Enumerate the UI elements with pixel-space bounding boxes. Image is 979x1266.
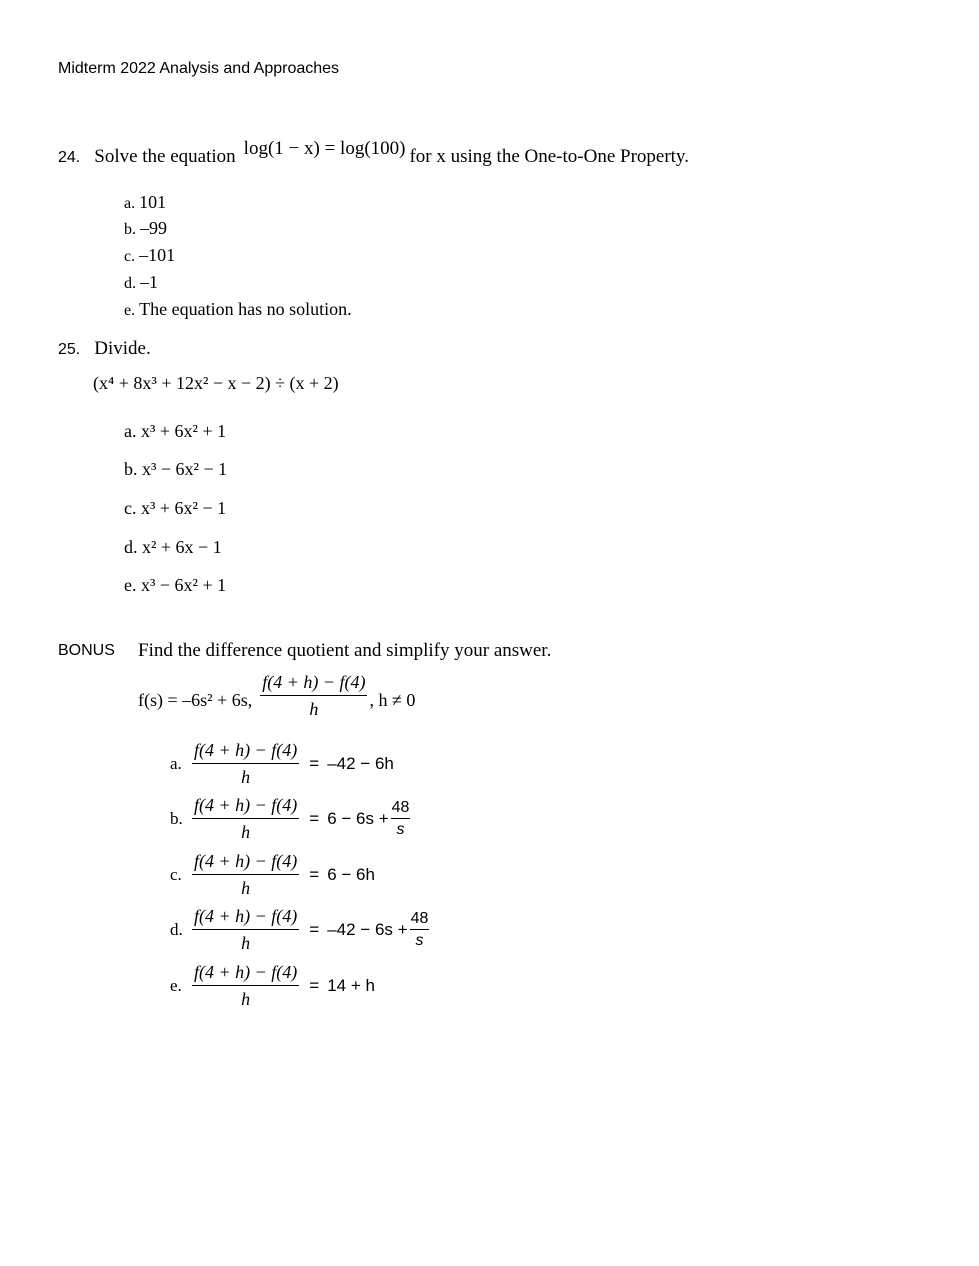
q25-option-b: [124, 459, 227, 480]
option-answer: 14 + h: [327, 976, 375, 995]
quotient-numerator: f(4 + h) − f(4): [192, 740, 299, 764]
quotient-numerator: f(4 + h) − f(4): [192, 906, 299, 930]
quotient-numerator: f(4 + h) − f(4): [192, 962, 299, 986]
q25-option-a: [124, 421, 226, 442]
option-text: –1: [140, 272, 158, 292]
option-label: a.: [124, 195, 136, 212]
question-number: 24.: [58, 149, 81, 166]
bonus-option-e: [170, 962, 375, 1010]
q25-expression: (x⁴ + 8x³ + 12x² − x − 2) ÷ (x + 2): [93, 373, 339, 393]
option-answer: 6 − 6h: [327, 865, 375, 884]
quotient-denominator: h: [241, 933, 251, 953]
page-header: Midterm 2022 Analysis and Approaches: [58, 60, 340, 77]
option-quotient: [192, 906, 299, 954]
quotient-denominator: h: [241, 878, 251, 898]
option-label: a.: [170, 754, 182, 773]
answer-fraction: [410, 910, 430, 950]
q24-option-c: [124, 245, 175, 266]
question-equation: log(1 − x) = log(100): [243, 138, 406, 159]
question-25: [58, 338, 151, 360]
question-number: 25.: [58, 341, 81, 358]
option-label: b.: [124, 459, 138, 479]
option-label: e.: [124, 302, 136, 319]
question-prompt: Solve the equation: [94, 146, 236, 167]
bonus-option-a: [170, 740, 394, 788]
option-label: d.: [124, 537, 138, 557]
q25-option-c: [124, 498, 226, 519]
quotient-denominator: h: [241, 767, 251, 787]
q24-option-e: [124, 299, 352, 320]
bonus-function-line: [138, 672, 415, 720]
fraction-denominator: s: [415, 932, 424, 949]
bonus-label: BONUS: [58, 642, 115, 659]
option-quotient: [192, 962, 299, 1010]
option-label: b.: [170, 809, 183, 828]
fraction-numerator: 48: [391, 799, 411, 819]
option-label: b.: [124, 221, 136, 238]
option-text: x³ − 6x² + 1: [141, 575, 227, 595]
option-label: d.: [124, 275, 136, 292]
option-text: x² + 6x − 1: [142, 537, 222, 557]
answer-terms: 6 − 6s +: [327, 809, 389, 828]
option-quotient: [192, 740, 299, 788]
option-label: c.: [170, 865, 182, 884]
q24-option-a: [124, 192, 166, 213]
bonus-option-d: [170, 906, 429, 954]
quotient-denominator: h: [241, 822, 251, 842]
equals-sign: =: [309, 865, 320, 884]
option-label: e.: [170, 976, 182, 995]
question-prompt: Divide.: [94, 338, 151, 359]
quotient-denominator: h: [241, 989, 251, 1009]
option-answer: –42 − 6h: [327, 754, 394, 773]
equals-sign: =: [309, 976, 320, 995]
equals-sign: =: [309, 809, 320, 828]
quotient-numerator: f(4 + h) − f(4): [192, 795, 299, 819]
quotient-numerator: f(4 + h) − f(4): [260, 672, 367, 696]
q24-option-b: [124, 218, 167, 239]
option-label: d.: [170, 920, 183, 939]
option-text: –101: [139, 245, 176, 265]
q24-option-d: [124, 272, 158, 293]
option-answer: [327, 910, 429, 950]
difference-quotient: [260, 672, 367, 720]
equals-sign: =: [309, 754, 320, 773]
option-text: x³ + 6x² + 1: [141, 421, 227, 441]
answer-fraction: [391, 799, 411, 839]
function-definition: f(s) = –6s² + 6s,: [138, 689, 253, 710]
option-text: x³ + 6x² − 1: [141, 498, 227, 518]
bonus-option-c: [170, 851, 375, 899]
fraction-denominator: s: [396, 821, 405, 838]
option-text: 101: [139, 192, 167, 212]
option-label: c.: [124, 498, 137, 518]
option-label: c.: [124, 248, 136, 265]
option-text: The equation has no solution.: [139, 299, 352, 319]
option-label: e.: [124, 575, 137, 595]
fraction-numerator: 48: [410, 910, 430, 930]
q25-option-e: [124, 575, 226, 596]
question-prompt-continued: for x using the One-to-One Property.: [409, 146, 689, 167]
equals-sign: =: [309, 920, 320, 939]
option-text: x³ − 6x² − 1: [142, 459, 228, 479]
option-label: a.: [124, 421, 137, 441]
bonus-prompt: Find the difference quotient and simplify your answer.: [138, 640, 552, 661]
quotient-denominator: h: [309, 699, 319, 719]
option-quotient: [192, 795, 299, 843]
quotient-numerator: f(4 + h) − f(4): [192, 851, 299, 875]
bonus-option-b: [170, 795, 410, 843]
question-24: [58, 138, 689, 168]
option-text: –99: [140, 218, 167, 238]
condition: , h ≠ 0: [369, 689, 416, 710]
q25-option-d: [124, 537, 222, 558]
option-quotient: [192, 851, 299, 899]
answer-terms: –42 − 6s +: [327, 920, 408, 939]
option-answer: [327, 799, 410, 839]
